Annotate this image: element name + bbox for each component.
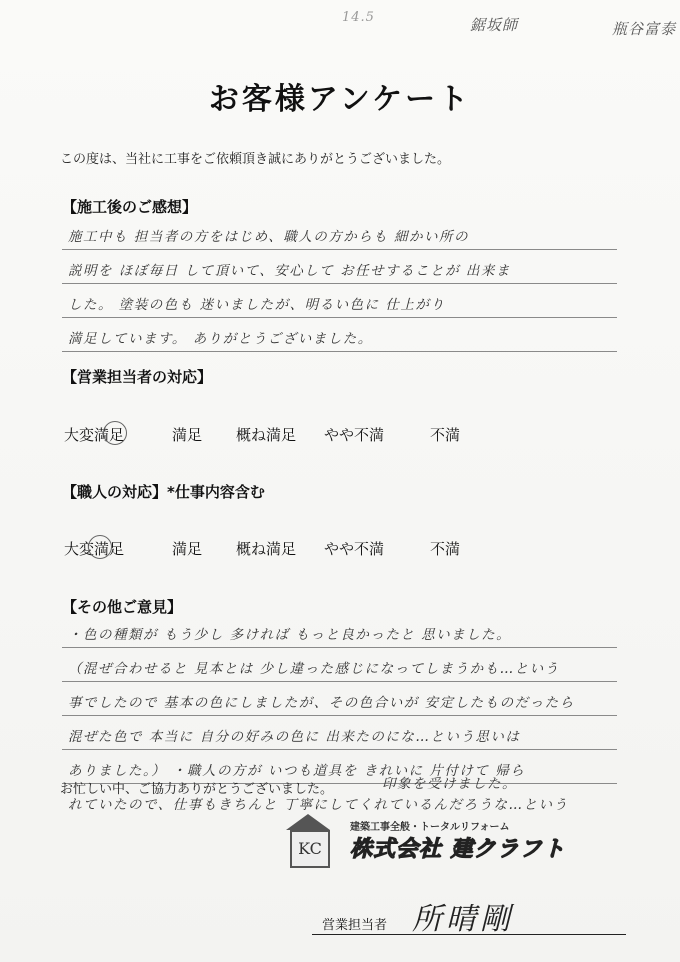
company-tagline: 建築工事全般・トータルリフォーム [350, 822, 510, 833]
rating-option-satisfied[interactable]: 満足 [172, 540, 203, 558]
comments-line: （混ぜ合わせると 見本とは 少し違った感じになってしまうかも…という [62, 648, 617, 682]
house-roof-icon [286, 814, 330, 830]
comments-last-line: 印象を受けました。 [382, 776, 517, 792]
rating-option-very-satisfied[interactable]: 大変満足 [64, 540, 125, 558]
impressions-lines [62, 216, 617, 352]
selected-rating-circle [88, 535, 112, 559]
rating-option-dissatisfied[interactable]: 不満 [430, 426, 461, 444]
selected-rating-circle [103, 421, 127, 445]
comments-line: 事でしたので 基本の色にしましたが、その色合いが 安定したものだったら [62, 682, 617, 716]
sales-rep-label: 営業担当者 [322, 918, 388, 933]
rating-option-somewhat-dissatisfied[interactable]: やや不満 [324, 540, 385, 558]
rating-option-dissatisfied[interactable]: 不満 [430, 540, 461, 558]
impressions-line: 施工中も 担当者の方をはじめ、職人の方からも 細かい所の [62, 216, 617, 250]
company-name: 株式会社 建クラフト [350, 837, 566, 862]
kc-logo-mark: KC [290, 830, 330, 868]
comments-line: 混ぜた色で 本当に 自分の好みの色に 出来たのにな…という思いは [62, 716, 617, 750]
company-logo [286, 812, 596, 872]
impressions-line: した。 塗装の色も 迷いましたが、明るい色に 仕上がり [62, 284, 617, 318]
closing-text: お忙しい中、ご協力ありがとうございました。 [60, 782, 334, 797]
intro-text: この度は、当社に工事をご依頼頂き誠にありがとうございました。 [60, 152, 451, 167]
impressions-line: 満足しています。 ありがとうございました。 [62, 318, 617, 352]
signature-line [312, 934, 626, 935]
page-title: お客様アンケート [208, 82, 472, 117]
rating-option-very-satisfied[interactable]: 大変満足 [64, 426, 125, 444]
handwritten-note-right: 14.5 [342, 10, 375, 25]
section-heading-craftsman-response: 【職人の対応】*仕事内容含む [62, 483, 265, 501]
rating-option-satisfied[interactable]: 満足 [172, 426, 203, 444]
comments-line: ありました。） ・職人の方が いつも道具を きれいに 片付けて 帰ら [62, 750, 617, 784]
impressions-line: 説明を ほぼ毎日 して頂いて、安心して お任せすることが 出来ま [62, 250, 617, 284]
section-heading-other-comments: 【その他ご意見】 [62, 598, 183, 616]
rating-option-mostly-satisfied[interactable]: 概ね満足 [236, 540, 297, 558]
section-heading-sales-response: 【営業担当者の対応】 [62, 368, 213, 386]
rating-option-somewhat-dissatisfied[interactable]: やや不満 [324, 426, 385, 444]
comments-line: ・色の種類が もう少し 多ければ もっと良かったと 思いました。 [62, 614, 617, 648]
comments-line: れていたので、仕事もきちんと 丁寧にしてくれているんだろうな…という [68, 797, 569, 813]
handwritten-note-mid: 鋸坂師 [470, 16, 519, 34]
section-heading-impressions: 【施工後のご感想】 [62, 198, 198, 216]
rating-option-mostly-satisfied[interactable]: 概ね満足 [236, 426, 297, 444]
handwritten-note-left: 瓶谷富泰 [612, 20, 677, 38]
sales-rep-signature: 所晴剛 [412, 902, 514, 937]
